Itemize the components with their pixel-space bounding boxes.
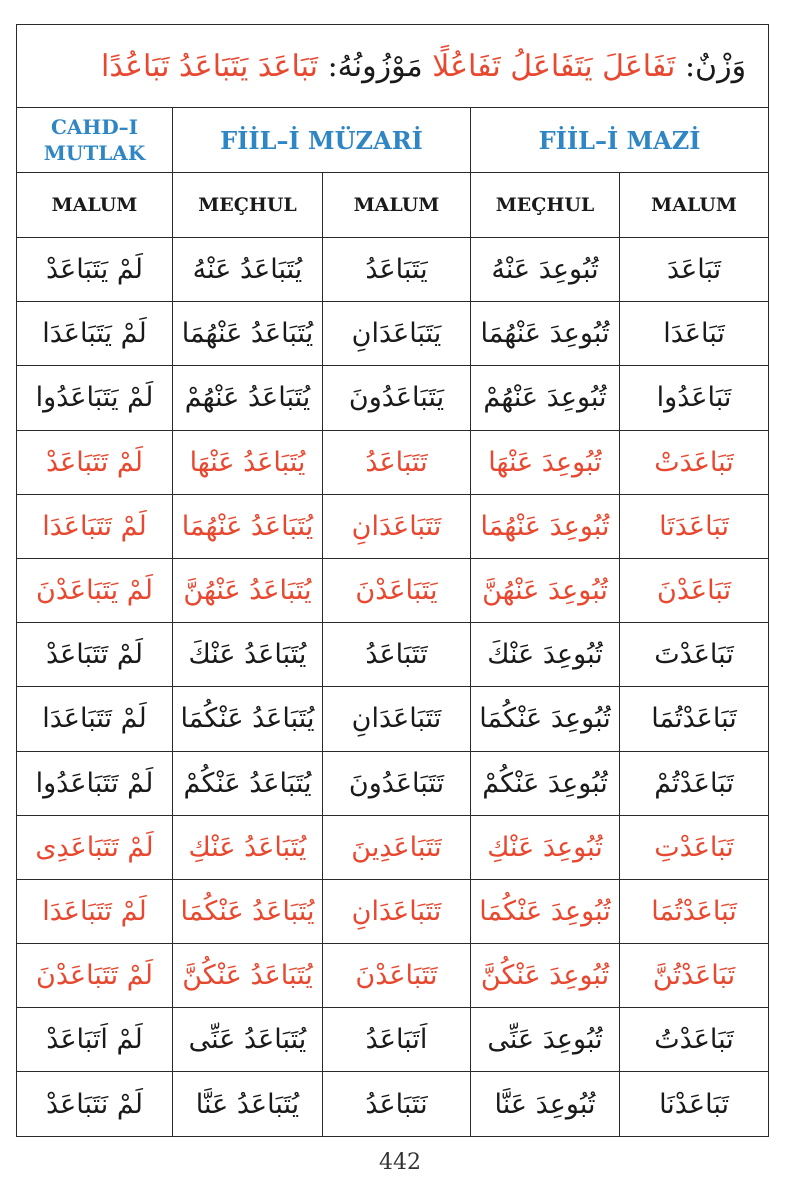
cell-mazi-mechul: تُبُوعِدَ عَنْهُ bbox=[471, 238, 620, 302]
subheader-muzari-mechul: MEÇHUL bbox=[173, 173, 323, 238]
conjugation-table bbox=[16, 24, 769, 1137]
table-row bbox=[17, 494, 769, 558]
title-cell bbox=[17, 25, 769, 108]
cell-mazi-malum: تَبَاعَدْتَ bbox=[620, 623, 769, 687]
cell-cahd-malum: لَمْ تَتَبَاعَدِى bbox=[17, 815, 173, 879]
page bbox=[16, 24, 768, 1137]
cell-mazi-mechul: تُبُوعِدَ عَنْهُمَا bbox=[471, 302, 620, 366]
cell-cahd-malum: لَمْ تَتَبَاعَدَا bbox=[17, 687, 173, 751]
cell-muzari-mechul: يُتَبَاعَدُ عَنْكُنَّ bbox=[173, 944, 323, 1008]
cell-muzari-mechul: يُتَبَاعَدُ عَنِّى bbox=[173, 1008, 323, 1072]
cell-mazi-mechul: تُبُوعِدَ عَنْهَا bbox=[471, 430, 620, 494]
cell-cahd-malum: لَمْ يَتَبَاعَدْنَ bbox=[17, 558, 173, 622]
cell-muzari-mechul: يُتَبَاعَدُ عَنْكُمْ bbox=[173, 751, 323, 815]
cell-muzari-malum: تَتَبَاعَدَانِ bbox=[323, 494, 471, 558]
subheader-cahd-malum: MALUM bbox=[17, 173, 173, 238]
cell-mazi-mechul: تُبُوعِدَ عَنْكَ bbox=[471, 623, 620, 687]
table-row bbox=[17, 302, 769, 366]
cell-cahd-malum: لَمْ نَتَبَاعَدْ bbox=[17, 1072, 173, 1136]
cell-muzari-malum: يَتَبَاعَدَانِ bbox=[323, 302, 471, 366]
cell-cahd-malum: لَمْ تَتَبَاعَدَا bbox=[17, 494, 173, 558]
cell-muzari-mechul: يُتَبَاعَدُ عَنْهُمَا bbox=[173, 302, 323, 366]
cell-muzari-mechul: يُتَبَاعَدُ عَنْهَا bbox=[173, 430, 323, 494]
subheader-mazi-malum: MALUM bbox=[620, 173, 769, 238]
group-header-row bbox=[17, 108, 769, 173]
cell-muzari-mechul: يُتَبَاعَدُ عَنْهُمْ bbox=[173, 366, 323, 430]
cell-cahd-malum: لَمْ اَتَبَاعَدْ bbox=[17, 1008, 173, 1072]
table-row bbox=[17, 1008, 769, 1072]
cell-muzari-malum: نَتَبَاعَدُ bbox=[323, 1072, 471, 1136]
cell-muzari-mechul: يُتَبَاعَدُ عَنَّا bbox=[173, 1072, 323, 1136]
title-pattern: تَفَاعَلَ يَتَفَاعَلُ تَفَاعُلًا bbox=[432, 48, 676, 84]
title-mawzun: تَبَاعَدَ يَتَبَاعَدُ تَبَاعُدًا bbox=[101, 48, 319, 84]
cell-mazi-mechul: تُبُوعِدَ عَنَّا bbox=[471, 1072, 620, 1136]
subheader-muzari-malum: MALUM bbox=[323, 173, 471, 238]
cell-mazi-mechul: تُبُوعِدَ عَنْكِ bbox=[471, 815, 620, 879]
cell-mazi-mechul: تُبُوعِدَ عَنْكُنَّ bbox=[471, 944, 620, 1008]
cell-muzari-malum: تَتَبَاعَدَانِ bbox=[323, 687, 471, 751]
cell-cahd-malum: لَمْ تَتَبَاعَدْ bbox=[17, 623, 173, 687]
table-row bbox=[17, 366, 769, 430]
cell-mazi-malum: تَبَاعَدْنَا bbox=[620, 1072, 769, 1136]
subheader-mazi-mechul: MEÇHUL bbox=[471, 173, 620, 238]
cell-cahd-malum: لَمْ يَتَبَاعَدَا bbox=[17, 302, 173, 366]
cell-muzari-malum: اَتَبَاعَدُ bbox=[323, 1008, 471, 1072]
cell-muzari-mechul: يُتَبَاعَدُ عَنْهُ bbox=[173, 238, 323, 302]
cell-mazi-mechul: تُبُوعِدَ عَنْهُمْ bbox=[471, 366, 620, 430]
table-row bbox=[17, 558, 769, 622]
cell-muzari-malum: يَتَبَاعَدُ bbox=[323, 238, 471, 302]
cell-muzari-malum: تَتَبَاعَدَانِ bbox=[323, 879, 471, 943]
sub-header-row bbox=[17, 173, 769, 238]
cell-muzari-malum: تَتَبَاعَدِينَ bbox=[323, 815, 471, 879]
cell-muzari-mechul: يُتَبَاعَدُ عَنْهُنَّ bbox=[173, 558, 323, 622]
table-row bbox=[17, 751, 769, 815]
cell-cahd-malum: لَمْ تَتَبَاعَدَا bbox=[17, 879, 173, 943]
title-label: وَزْنٌ: bbox=[684, 48, 747, 84]
group-cahd-mutlak bbox=[17, 108, 173, 173]
table-row bbox=[17, 238, 769, 302]
cell-mazi-malum: تَبَاعَدَتَا bbox=[620, 494, 769, 558]
table-row bbox=[17, 1072, 769, 1136]
cell-muzari-mechul: يُتَبَاعَدُ عَنْكُمَا bbox=[173, 879, 323, 943]
group-cahd-line1: CAHD–I bbox=[50, 115, 139, 139]
cell-mazi-malum: تَبَاعَدْتُمَا bbox=[620, 687, 769, 751]
cell-mazi-mechul: تُبُوعِدَ عَنِّى bbox=[471, 1008, 620, 1072]
title-mawzun-label: مَوْزُونُهُ: bbox=[327, 48, 423, 84]
cell-muzari-mechul: يُتَبَاعَدُ عَنْكَ bbox=[173, 623, 323, 687]
table-row bbox=[17, 815, 769, 879]
group-fiil-muzari: FİİL–İ MÜZARİ bbox=[173, 108, 471, 173]
cell-cahd-malum: لَمْ تَتَبَاعَدْنَ bbox=[17, 944, 173, 1008]
cell-muzari-malum: تَتَبَاعَدُونَ bbox=[323, 751, 471, 815]
group-fiil-mazi: FİİL–İ MAZİ bbox=[471, 108, 769, 173]
cell-mazi-malum: تَبَاعَدُوا bbox=[620, 366, 769, 430]
cell-mazi-malum: تَبَاعَدَا bbox=[620, 302, 769, 366]
table-row bbox=[17, 623, 769, 687]
cell-mazi-malum: تَبَاعَدْتُنَّ bbox=[620, 944, 769, 1008]
cell-muzari-malum: تَتَبَاعَدُ bbox=[323, 430, 471, 494]
cell-muzari-mechul: يُتَبَاعَدُ عَنْكُمَا bbox=[173, 687, 323, 751]
cell-mazi-malum: تَبَاعَدَ bbox=[620, 238, 769, 302]
cell-cahd-malum: لَمْ تَتَبَاعَدُوا bbox=[17, 751, 173, 815]
cell-muzari-mechul: يُتَبَاعَدُ عَنْكِ bbox=[173, 815, 323, 879]
table-row bbox=[17, 879, 769, 943]
cell-muzari-malum: يَتَبَاعَدْنَ bbox=[323, 558, 471, 622]
cell-mazi-mechul: تُبُوعِدَ عَنْهُنَّ bbox=[471, 558, 620, 622]
cell-mazi-mechul: تُبُوعِدَ عَنْكُمَا bbox=[471, 687, 620, 751]
table-row bbox=[17, 687, 769, 751]
cell-mazi-malum: تَبَاعَدْتُمْ bbox=[620, 751, 769, 815]
cell-mazi-malum: تَبَاعَدْتُمَا bbox=[620, 879, 769, 943]
cell-muzari-malum: تَتَبَاعَدْنَ bbox=[323, 944, 471, 1008]
cell-mazi-mechul: تُبُوعِدَ عَنْكُمَا bbox=[471, 879, 620, 943]
cell-muzari-mechul: يُتَبَاعَدُ عَنْهُمَا bbox=[173, 494, 323, 558]
cell-mazi-malum: تَبَاعَدْنَ bbox=[620, 558, 769, 622]
cell-cahd-malum: لَمْ يَتَبَاعَدُوا bbox=[17, 366, 173, 430]
table-row bbox=[17, 430, 769, 494]
cell-muzari-malum: تَتَبَاعَدُ bbox=[323, 623, 471, 687]
cell-mazi-malum: تَبَاعَدْتِ bbox=[620, 815, 769, 879]
cell-muzari-malum: يَتَبَاعَدُونَ bbox=[323, 366, 471, 430]
group-cahd-line2: MUTLAK bbox=[43, 141, 146, 165]
cell-mazi-mechul: تُبُوعِدَ عَنْكُمْ bbox=[471, 751, 620, 815]
title-row bbox=[17, 25, 769, 108]
cell-mazi-mechul: تُبُوعِدَ عَنْهُمَا bbox=[471, 494, 620, 558]
cell-cahd-malum: لَمْ تَتَبَاعَدْ bbox=[17, 430, 173, 494]
table-row bbox=[17, 944, 769, 1008]
cell-mazi-malum: تَبَاعَدْتُ bbox=[620, 1008, 769, 1072]
cell-cahd-malum: لَمْ يَتَبَاعَدْ bbox=[17, 238, 173, 302]
cell-mazi-malum: تَبَاعَدَتْ bbox=[620, 430, 769, 494]
page-number: 442 bbox=[379, 1150, 421, 1175]
